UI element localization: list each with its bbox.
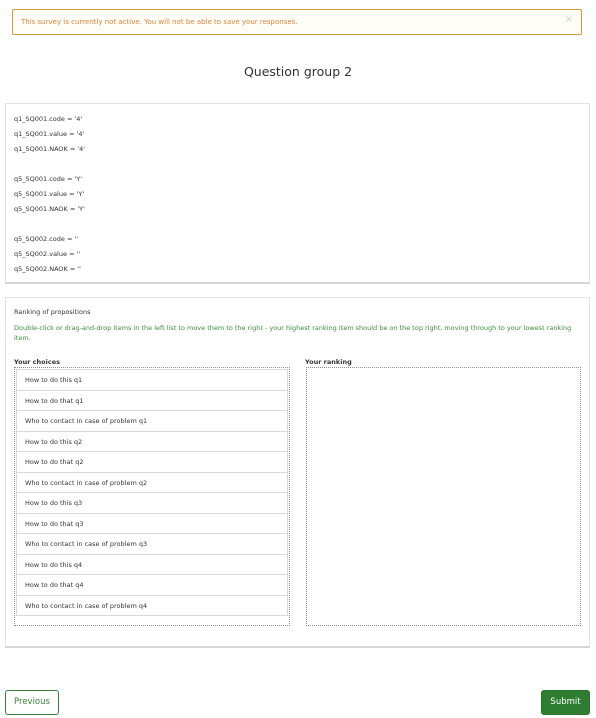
- choice-item[interactable]: How to do that q2: [16, 451, 288, 473]
- equation-line: q5_SQ002.code = '': [14, 235, 79, 243]
- equation-line: q5_SQ001.code = 'Y': [14, 175, 83, 183]
- choice-item[interactable]: Who to contact in case of problem q1: [16, 410, 288, 432]
- equation-line: q5_SQ002.NAOK = '': [14, 265, 81, 273]
- submit-button[interactable]: Submit: [541, 690, 590, 715]
- choice-item[interactable]: How to do this q4: [16, 554, 288, 576]
- equation-spacer: [14, 217, 85, 232]
- choice-item[interactable]: How to do that q4: [16, 574, 288, 596]
- equation-panel: [5, 103, 590, 284]
- choice-item[interactable]: Who to contact in case of problem q2: [16, 472, 288, 494]
- choice-item[interactable]: How to do this q2: [16, 431, 288, 453]
- equation-line: q5_SQ001.value = 'Y': [14, 190, 85, 198]
- choice-item[interactable]: How to do this q1: [16, 369, 288, 391]
- choices-list[interactable]: [14, 367, 290, 626]
- equation-line: q1_SQ001.value = '4': [14, 130, 85, 138]
- question-title: Ranking of propositions: [14, 308, 91, 316]
- previous-button[interactable]: Previous: [5, 690, 59, 715]
- choice-item[interactable]: How to do this q3: [16, 492, 288, 514]
- question-group-title: Question group 2: [243, 64, 353, 79]
- choice-item[interactable]: How to do that q1: [16, 390, 288, 412]
- inactive-survey-alert: [12, 9, 582, 35]
- equation-line: q5_SQ002.value = '': [14, 250, 81, 258]
- ranking-question-panel: [5, 297, 590, 648]
- question-help-text: Double-click or drag-and-drop items in the left list to move them to the right - your highest ranking item should be on the top right, moving through to your lowest ranking item.: [14, 324, 572, 342]
- equation-list: [14, 112, 85, 277]
- equation-line: q1_SQ001.NAOK = '4': [14, 145, 86, 153]
- ranking-dropzone[interactable]: [306, 367, 581, 626]
- choice-item[interactable]: Who to contact in case of problem q3: [16, 533, 288, 555]
- choice-item[interactable]: Who to contact in case of problem q4: [16, 595, 288, 617]
- equation-line: q1_SQ001.code = '4': [14, 115, 83, 123]
- ranking-label: Your ranking: [305, 358, 352, 366]
- close-icon[interactable]: ×: [564, 14, 573, 25]
- alert-message: This survey is currently not active. You will not be able to save your responses.: [21, 18, 298, 26]
- choices-label: Your choices: [14, 358, 60, 366]
- equation-line: q5_SQ001.NAOK = 'Y': [14, 205, 85, 213]
- choice-item[interactable]: How to do that q3: [16, 513, 288, 535]
- equation-spacer: [14, 157, 85, 172]
